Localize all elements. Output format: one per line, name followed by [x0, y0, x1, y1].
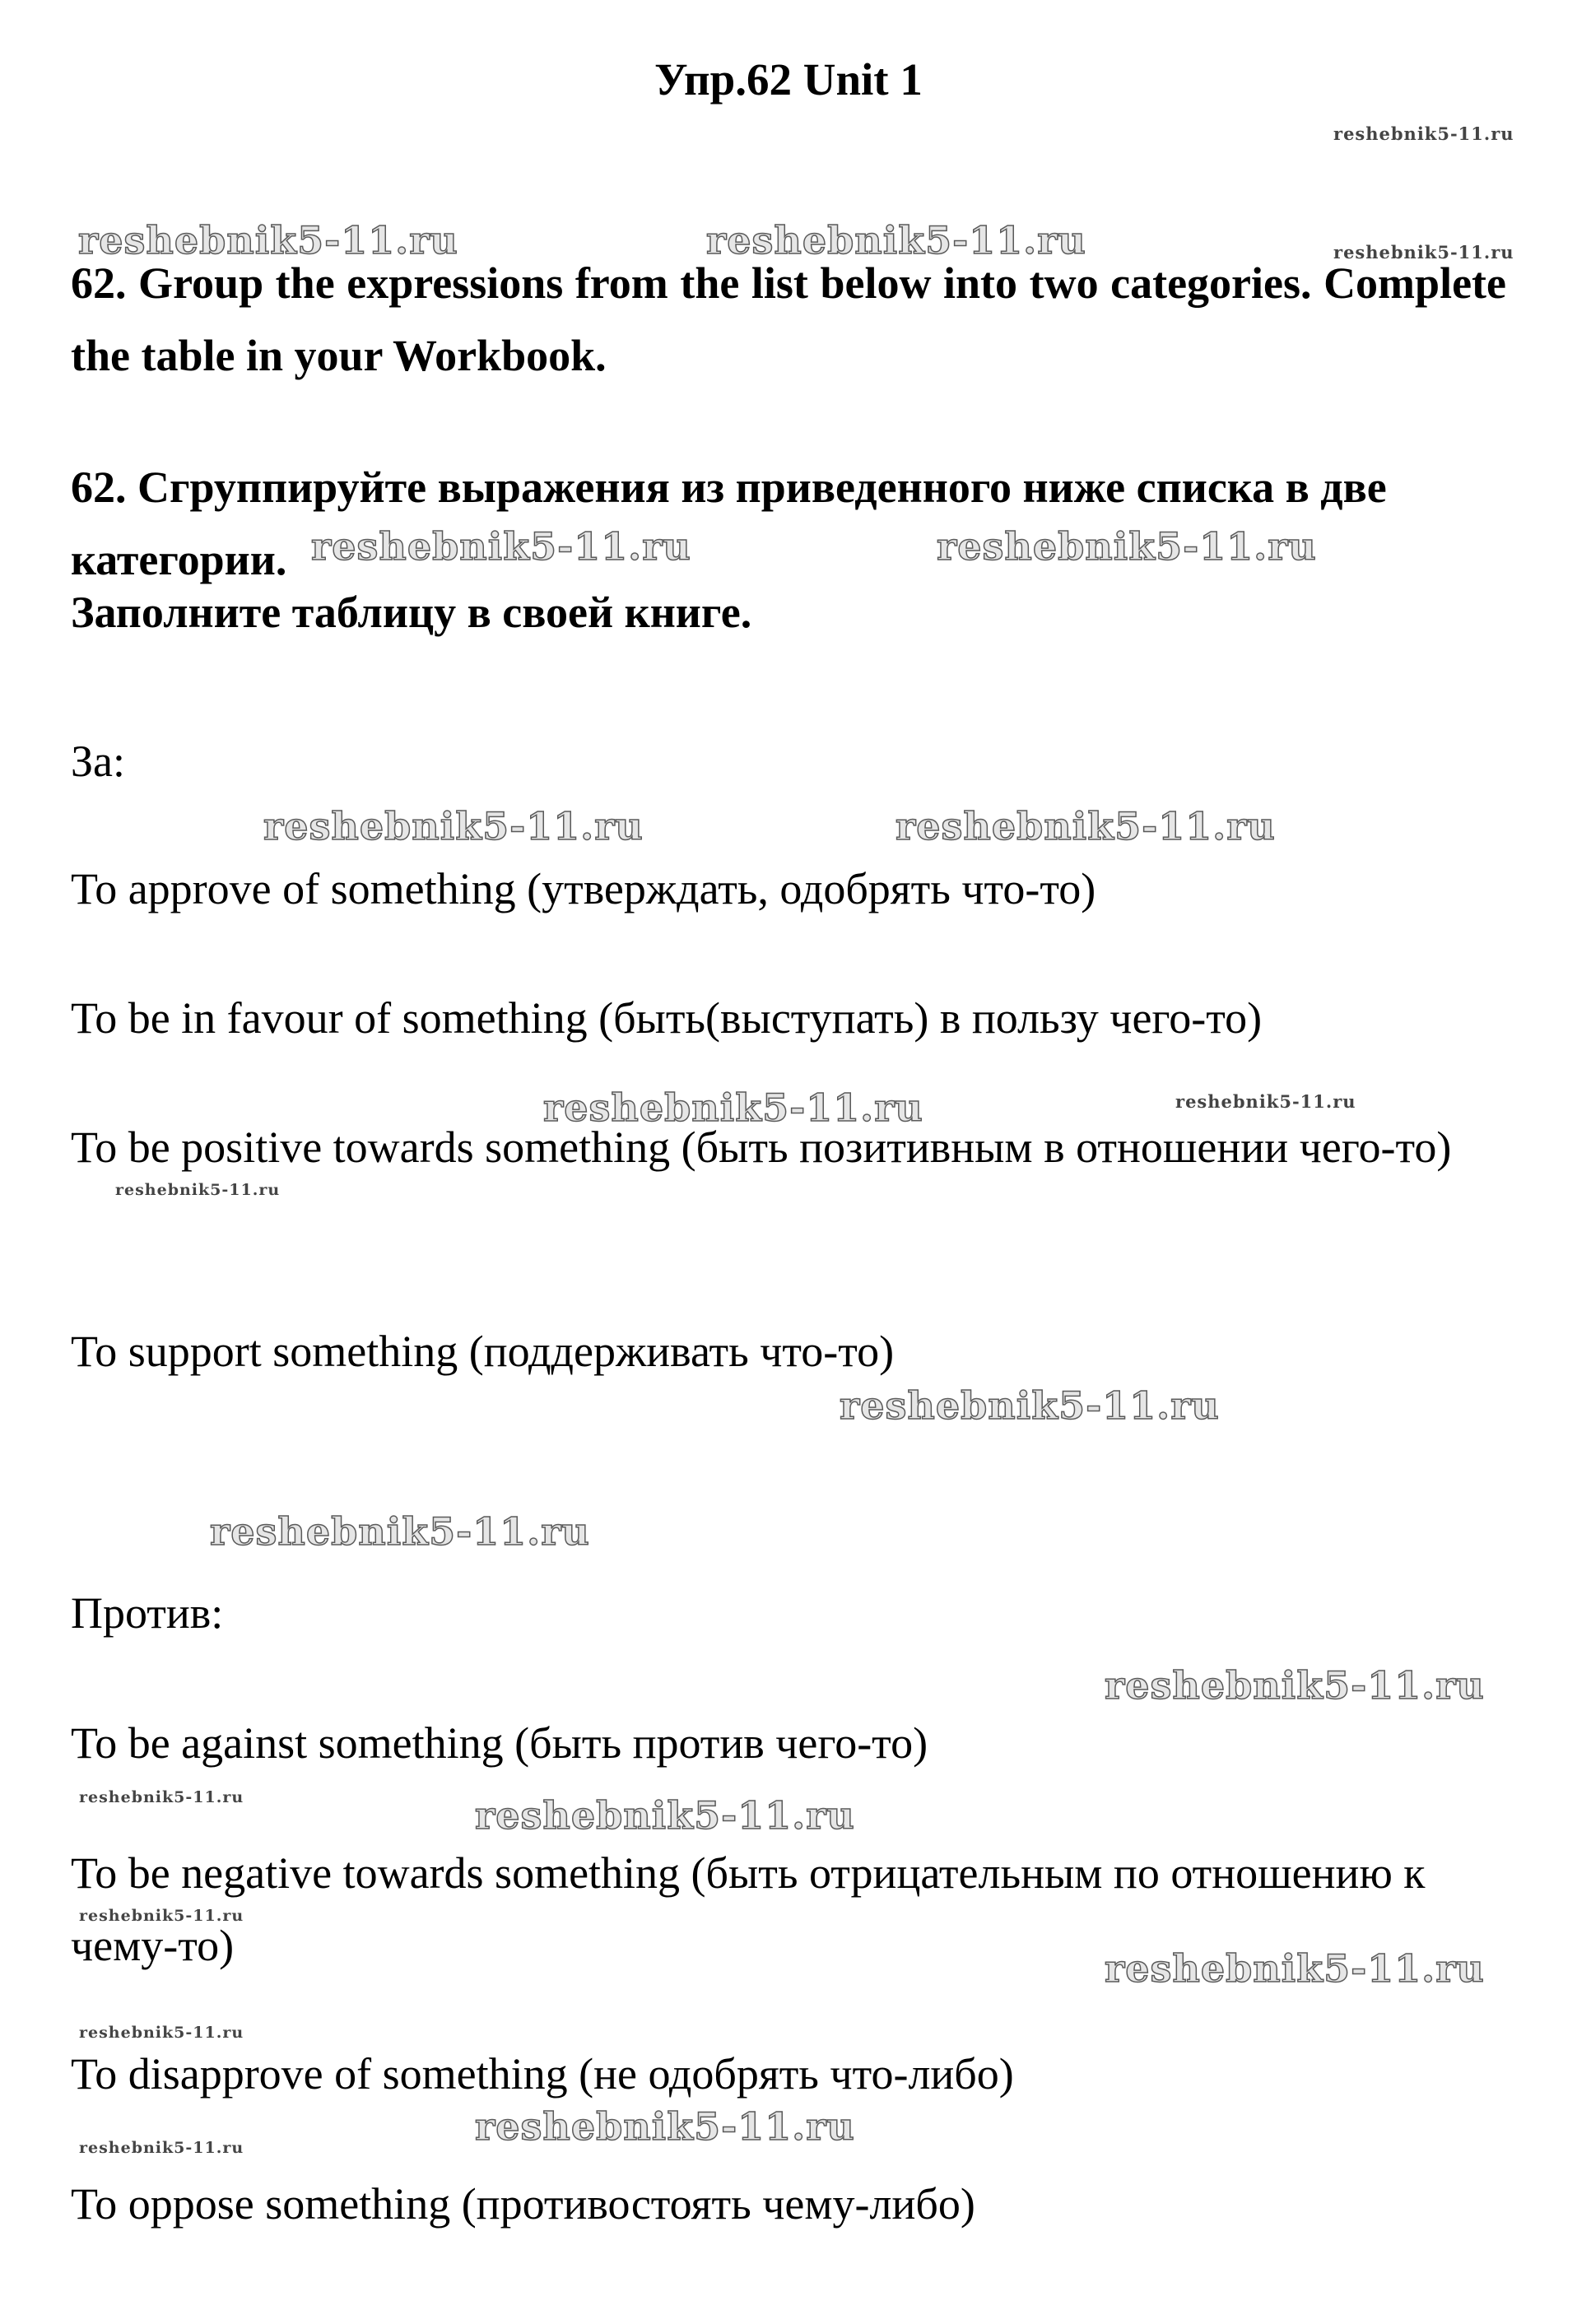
- watermark: reshebnik5-11.ru: [1105, 1663, 1485, 1708]
- watermark: reshebnik5-11.ru: [475, 1793, 855, 1838]
- watermark: reshebnik5-11.ru: [115, 1181, 281, 1199]
- watermark: reshebnik5-11.ru: [1105, 1946, 1485, 1991]
- for-item: To approve of something (утверждать, одобрять что-то): [71, 864, 1096, 913]
- watermark: reshebnik5-11.ru: [311, 524, 691, 569]
- for-item: To support something (поддерживать что-то): [71, 1327, 895, 1376]
- watermark: reshebnik5-11.ru: [1333, 123, 1514, 144]
- watermark: reshebnik5-11.ru: [79, 2139, 244, 2157]
- watermark: reshebnik5-11.ru: [1333, 242, 1514, 263]
- watermark: reshebnik5-11.ru: [79, 1788, 244, 1806]
- watermark: reshebnik5-11.ru: [79, 2024, 244, 2042]
- watermark: reshebnik5-11.ru: [706, 218, 1086, 263]
- watermark: reshebnik5-11.ru: [78, 218, 458, 263]
- task-russian-line2: Заполните таблицу в своей книге.: [71, 588, 752, 637]
- for-item: To be positive towards something (быть позитивным в отношении чего-то): [71, 1122, 1452, 1172]
- for-item: To be in favour of something (быть(выступать) в пользу чего-то): [71, 993, 1263, 1043]
- against-heading: Против:: [71, 1588, 224, 1638]
- task-english: 62. Group the expressions from the list below into two categories. Complete the table in your Workbook.: [71, 258, 1506, 380]
- watermark: reshebnik5-11.ru: [937, 524, 1317, 569]
- against-item: To be negative towards something (быть отрицательным по отношению к чему-то): [71, 1848, 1426, 1970]
- watermark: reshebnik5-11.ru: [263, 804, 644, 848]
- task-russian-line1: 62. Сгруппируйте выражения из приведенного ниже списка в две категории.: [71, 462, 1387, 584]
- watermark: reshebnik5-11.ru: [210, 1509, 590, 1554]
- watermark: reshebnik5-11.ru: [543, 1085, 923, 1130]
- watermark: reshebnik5-11.ru: [79, 1907, 244, 1925]
- watermark: reshebnik5-11.ru: [1175, 1091, 1356, 1112]
- against-item: To be against something (быть против чего-то): [71, 1718, 928, 1768]
- for-heading: За:: [71, 737, 126, 786]
- watermark: reshebnik5-11.ru: [895, 804, 1276, 848]
- watermark: reshebnik5-11.ru: [475, 2104, 855, 2149]
- page-title: Упр.62 Unit 1: [654, 54, 923, 105]
- against-item: To oppose something (противостоять чему-либо): [71, 2179, 975, 2229]
- watermark: reshebnik5-11.ru: [840, 1383, 1220, 1428]
- against-item: To disapprove of something (не одобрять что-либо): [71, 2049, 1014, 2099]
